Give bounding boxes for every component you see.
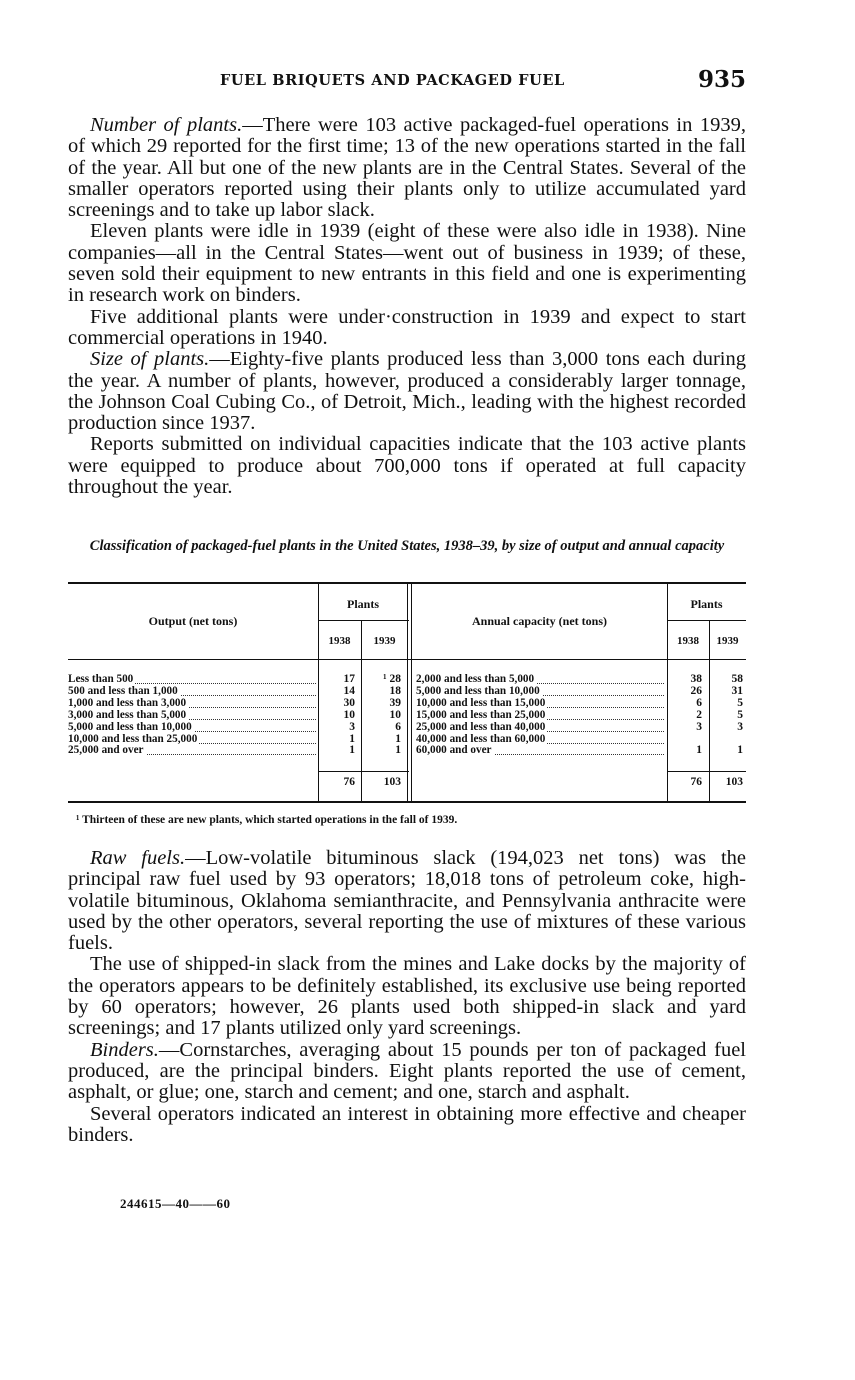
- output-row-1939: 10: [389, 708, 401, 721]
- output-row-1938: 1: [349, 744, 355, 757]
- paragraph-construction: Five additional plants were under·construction in 1939 and expect to start commercial operations in 1940.: [68, 305, 746, 349]
- run-in-heading: Raw fuels.: [90, 847, 186, 869]
- total-rule-right: [667, 771, 746, 772]
- paragraph-shipped-slack: The use of shipped-in slack from the mines and Lake docks by the majority of the operators appears to be definitely established, its exclusive use being reported by 60 operators; however, 26 plants used both shipped-in slack and yard screenings; and 17 plants utilized only yard screenings.: [68, 953, 746, 1040]
- capacity-row-1938: 38: [690, 673, 702, 685]
- capacity-row-1938: 26: [690, 684, 702, 697]
- output-row-label: 1,000 and less than 3,000: [68, 696, 187, 709]
- plants-header-rule-left: [318, 620, 409, 621]
- run-in-heading: Number of plants.: [90, 114, 243, 136]
- capacity-row-1938: 3: [696, 720, 702, 733]
- paragraph-text: —Eighty-five plants produced less than 3,000 tons each during the year. A number of plants, however, produced a considerably larger tonnage, the Johnson Coal Cubing Co., of Detroit, Mich., leading with the highest recorded production since 1937.: [68, 348, 746, 435]
- paragraph-size-of-plants: [68, 349, 746, 434]
- output-row-label: 500 and less than 1,000: [68, 684, 178, 697]
- running-head: [68, 68, 746, 94]
- paragraph-raw-fuels: [68, 848, 746, 954]
- year-1939-right: 1939: [716, 635, 739, 647]
- capacity-row-label: 2,000 and less than 5,000: [416, 673, 535, 685]
- capacity-row-1939: 1: [737, 744, 743, 757]
- page-number: 935: [697, 66, 746, 93]
- output-row-1939: 6: [395, 720, 401, 733]
- capacity-row-label: 10,000 and less than 15,000: [416, 696, 546, 709]
- output-row-1939: 1: [395, 744, 401, 757]
- plants-header-right: Plants: [690, 597, 723, 611]
- year-1938-left: 1938: [328, 635, 351, 647]
- capacity-total-1939: 103: [725, 776, 743, 788]
- paragraph-binders: [68, 1040, 746, 1104]
- paragraph-number-of-plants: [68, 115, 746, 221]
- section-fuels-binders: [68, 848, 746, 1146]
- output-row-1939: 1: [395, 732, 401, 745]
- plants-header-left: Plants: [346, 597, 379, 611]
- output-row-1938: 17: [343, 673, 355, 685]
- capacity-row-1939: 5: [737, 708, 743, 721]
- table-footnote: ¹ Thirteen of these are new plants, which started operations in the fall of 1939.: [76, 814, 458, 826]
- capacity-row-label: 15,000 and less than 25,000: [416, 708, 546, 721]
- capacity-header: Annual capacity (net tons): [471, 614, 607, 628]
- output-row-label: 25,000 and over: [68, 744, 144, 757]
- output-row-1938: 3: [349, 720, 355, 733]
- capacity-row-1938: 6: [696, 696, 702, 709]
- capacity-row-1938: 1: [696, 744, 702, 757]
- paragraph-binder-interest: Several operators indicated an interest in obtaining more effective and cheaper binders.: [68, 1102, 746, 1146]
- output-row-1938: 10: [343, 708, 355, 721]
- capacity-row-label: 60,000 and over: [416, 744, 492, 757]
- capacity-row-label: 40,000 and less than 60,000: [416, 732, 546, 745]
- output-row-1939: 39: [389, 696, 401, 709]
- double-rule-a: [407, 582, 408, 801]
- capacity-row-1939: 5: [737, 696, 743, 709]
- paragraph-text: —There were 103 active packaged-fuel operations in 1939, of which 29 reported for the first time; 13 of the new operations started in the fall of the year. All but one of the new plants are in the Central States. Several of the smaller operators reported using their plants only to utilize accumulated yard screenings and to take up labor slack.: [68, 114, 746, 222]
- capacity-row-label: 5,000 and less than 10,000: [416, 684, 540, 697]
- output-row-1938: 14: [343, 684, 355, 697]
- paragraph-capacities: Reports submitted on individual capacities indicate that the 103 active plants were equipped to produce about 700,000 tons if operated at full capacity throughout the year.: [68, 433, 746, 499]
- run-in-heading: Binders.: [90, 1038, 159, 1061]
- table-bottom-rule: [68, 801, 746, 803]
- output-header: Output (net tons): [148, 614, 238, 628]
- year-1938-right: 1938: [677, 635, 699, 647]
- paragraph-text: —Cornstarches, averaging about 15 pounds per ton of packaged fuel produced, are the principal binders. Eight plants reported the use of cement, asphalt, or glue; one, starch and cement; and one, starch and asphalt.: [68, 1038, 746, 1104]
- table-caption: Classification of packaged-fuel plants in the United States, 1938–39, by size of output and annual capacity: [89, 538, 725, 554]
- capacity-row-1939: 58: [731, 673, 743, 685]
- year-1939-left: 1939: [373, 635, 396, 647]
- run-in-heading: Size of plants.: [90, 348, 210, 371]
- capacity-row-1939: 31: [731, 684, 743, 697]
- output-row-label: 5,000 and less than 10,000: [68, 720, 192, 733]
- capacity-row-label: 25,000 and less than 40,000: [416, 720, 546, 733]
- output-total-1938: 76: [343, 776, 355, 788]
- plants-header-rule-right: [667, 620, 746, 621]
- output-row-1939: ¹ 28: [383, 673, 401, 685]
- paragraph-text: —Low-volatile bituminous slack (194,023 net tons) was the principal raw fuel used by 93 operators; 18,018 tons of petroleum coke, high-volatile bituminous, Oklahoma semianthracite, and Pennsylvania anthracite were used by the other operators, several reporting the use of mixtures of these various fuels.: [68, 847, 746, 955]
- total-rule-left: [318, 771, 409, 772]
- output-row-1938: 1: [349, 732, 355, 745]
- capacity-row-1938: 2: [696, 708, 702, 721]
- capacity-total-1938: 76: [690, 776, 702, 788]
- output-row-1939: 18: [389, 684, 401, 697]
- capacity-row-1939: 3: [737, 720, 743, 733]
- print-code: 244615—40——60: [120, 1196, 231, 1211]
- output-row-label: 3,000 and less than 5,000: [68, 708, 187, 721]
- output-row-label: 10,000 and less than 25,000: [68, 732, 198, 745]
- running-title: FUEL BRIQUETS AND PACKAGED FUEL: [220, 72, 565, 89]
- paragraph-idle-plants: Eleven plants were idle in 1939 (eight of these were also idle in 1938). Nine companies—all in the Central States—went out of business in 1939; of these, seven sold their equipment to new entrants in this field and one is experimenting in research work on binders.: [68, 220, 746, 307]
- section-plants: [68, 115, 746, 498]
- output-total-1939: 103: [383, 776, 401, 788]
- classification-table: [68, 582, 746, 804]
- output-row-1938: 30: [343, 696, 355, 709]
- output-row-label: Less than 500: [68, 673, 134, 685]
